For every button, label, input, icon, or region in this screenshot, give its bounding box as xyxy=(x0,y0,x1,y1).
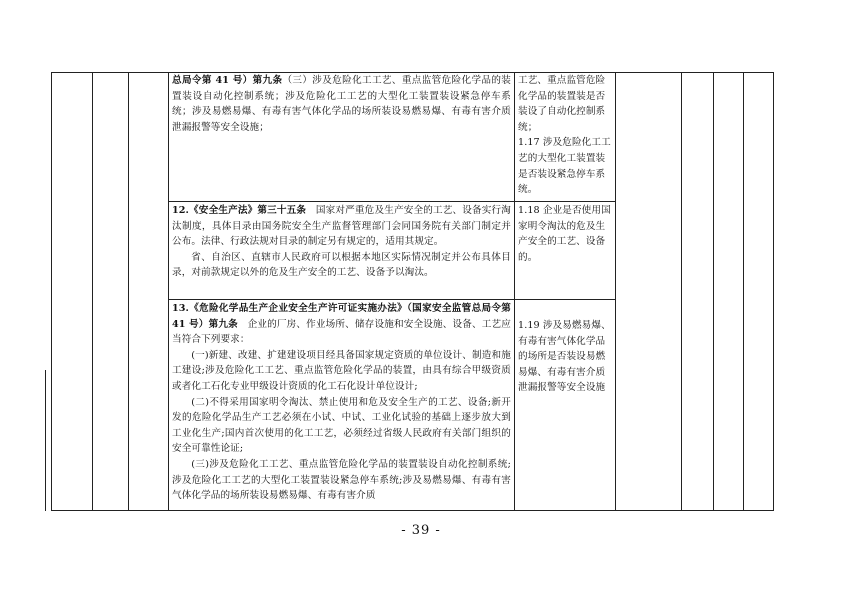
row-divider-2 xyxy=(168,299,615,300)
law-cell-row-3 xyxy=(172,301,511,504)
law-text: (二)不得采用国家明令淘汰、禁止使用和危及安全生产的工艺、设备;新开发的危险化学品生产工艺必须在小试、中试、工业化试验的基础上逐步放大到工业化生产;国内首次使用的化工工艺，必须经过省级人民政府有关部门组织的安全可靠性论证; xyxy=(172,396,511,455)
check-item: 工艺、重点监管危险化学品的装置装是否装设了自动化控制系统； xyxy=(518,75,606,133)
column-rule-7 xyxy=(713,72,714,511)
law-text: 国家对严重危及生产安全的工艺、设备实行淘汰制度，具体目录由国务院安全生产监督管理部门会同国务院有关部门制定并公布。法律、行政法规对目录的制定另有规定的，适用其规定。 xyxy=(172,205,511,248)
law-cell-row-1 xyxy=(172,73,511,135)
law-article-title: 13.《危险化学品生产企业安全生产许可证实施办法》（国家安全监管总局令第 41 号）第九条 xyxy=(172,303,511,330)
column-rule-4 xyxy=(514,72,515,511)
law-cell-row-2 xyxy=(172,203,511,281)
left-margin-rule xyxy=(45,370,46,511)
row-divider-1 xyxy=(168,201,615,202)
column-rule-2 xyxy=(128,72,129,511)
check-cell-row-2 xyxy=(518,203,613,265)
law-text: (一)新建、改建、扩建建设项目经具备国家规定资质的单位设计、制造和施工建设;涉及危险化工工艺、重点监管危险化学品的装置，由具有综合甲级资质或者化工石化专业甲级设计资质的化工石化设计单位设计; xyxy=(172,349,511,392)
column-rule-5 xyxy=(615,72,616,511)
check-item: 1.17 涉及危险化工工艺的大型化工装置装是否装设紧急停车系统。 xyxy=(518,137,611,196)
law-text: （三）涉及危险化工工艺、重点监管危险化学品的装置装设自动化控制系统；涉及危险化工工艺的大型化工装置装设紧急停车系统；涉及易燃易爆、有毒有害气体化学品的场所装设易燃易爆、有毒有害介质泄漏报警等安全设施； xyxy=(172,75,511,133)
law-article-title: 总局令第 41 号）第九条 xyxy=(172,75,283,86)
page-number: - 39 - xyxy=(401,523,441,538)
table-left-border xyxy=(51,72,52,511)
table-bottom-border xyxy=(51,510,774,511)
check-item: 1.18 企业是否使用国家明令淘汰的危及生产安全的工艺、设备的。 xyxy=(518,205,611,263)
column-rule-1 xyxy=(92,72,93,511)
law-text: 省、自治区、直辖市人民政府可以根据本地区实际情况制定并公布具体目录，对前款规定以外的危及生产安全的工艺、设备予以淘汰。 xyxy=(172,251,511,279)
table-right-border xyxy=(773,72,774,511)
column-rule-8 xyxy=(743,72,744,511)
check-cell-row-1 xyxy=(518,73,613,198)
law-text: 企业的厂房、作业场所、储存设施和安全设施、设备、工艺应当符合下列要求： xyxy=(172,318,511,346)
column-rule-6 xyxy=(681,72,682,511)
check-item: 1.19 涉及易燃易爆、有毒有害气体化学品的场所是否装设易燃易爆、有毒有害介质泄漏报警等安全设施 xyxy=(518,320,611,394)
check-cell-row-3 xyxy=(518,318,613,396)
law-article-title: 12.《安全生产法》第三十五条 xyxy=(172,205,307,216)
law-text: (三)涉及危险化工工艺、重点监管危险化学品的装置装设自动化控制系统;涉及危险化工工艺的大型化工装置装设紧急停车系统;涉及易燃易爆、有毒有害气体化学品的场所装设易燃易爆、有毒有害介质 xyxy=(172,458,511,502)
column-rule-3 xyxy=(168,72,169,511)
